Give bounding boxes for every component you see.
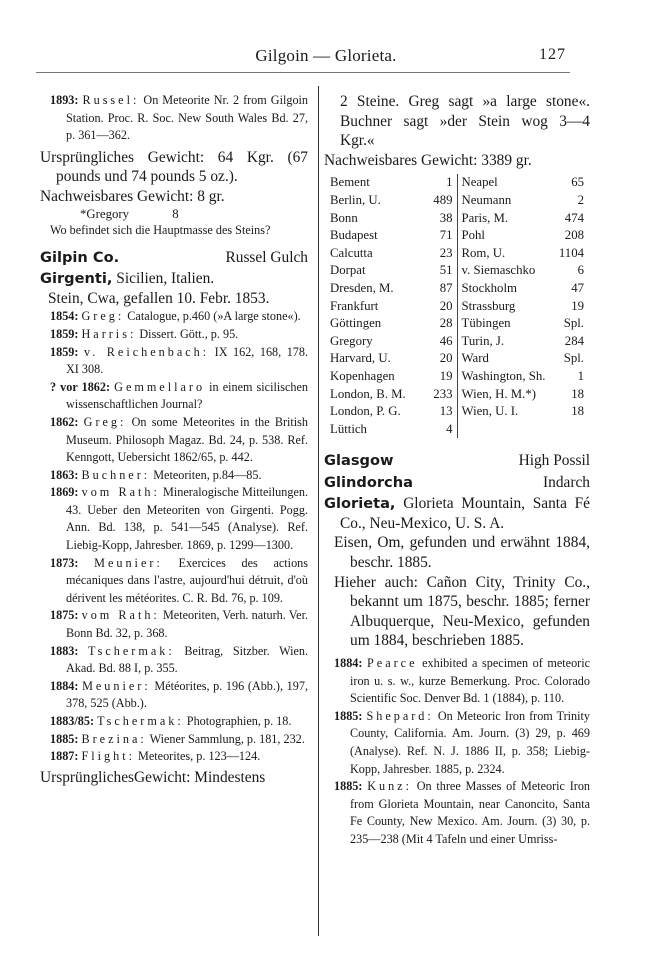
ref-author: Gemmellaro [114, 379, 206, 394]
entry-glasgow [324, 450, 590, 472]
ref-text: Meteoriten, Verh. naturh. Ver. Bonn Bd. 32, p. 368. [66, 608, 309, 641]
collection-entry [330, 333, 453, 351]
reference-entry [40, 326, 308, 344]
ref-author: Tschermak: [97, 714, 184, 728]
collection-value: 4 [446, 421, 453, 436]
ref-year: 1854: [50, 309, 79, 324]
collection-entry [462, 192, 585, 210]
reference-entry [40, 379, 308, 414]
collection-value: 208 [564, 228, 584, 243]
ref-author: Kunz: [367, 779, 412, 794]
collection-entry [330, 298, 453, 316]
ref-text: On Meteoric Iron from Trinity County, California. Am. Journ. (3) 29, p. 469 (Analyse). Ref. N. J. 1886 II, p. 358; Liebig-Kopp, Jahresber. 1885, p. 2324. [350, 708, 591, 776]
collection-value: 18 [571, 404, 584, 419]
ref-year: 1859: [50, 326, 79, 341]
entry-description: Eisen, Om, gefunden und erwähnt 1884, beschr. 1885. [334, 534, 590, 572]
entry-heading: Gilpin Co. [40, 249, 120, 267]
ref-author: vom Rath: [81, 608, 160, 623]
collection-entry [330, 174, 453, 192]
entry-glorieta [324, 494, 590, 533]
collection-entry [330, 227, 453, 245]
entry-place: Sicilien, Italien. [116, 270, 215, 288]
collection-name: Budapest [330, 228, 378, 243]
cross-reference: Russel Gulch [225, 249, 308, 267]
collection-entry [330, 262, 453, 280]
entry-gilpin [40, 247, 308, 269]
collection-entry [462, 315, 585, 333]
collection-value: 51 [439, 263, 453, 278]
collection-value: 23 [439, 245, 453, 260]
collection-value: 87 [439, 280, 453, 295]
collection-name: v. Siemaschko [461, 263, 536, 278]
collection-entry [330, 386, 453, 404]
related-finds-note: Hieher auch: Cañon City, Trinity Co., bekannt um 1875, beschr. 1885; ferner Albuquerque, Neu-Mexico, gefunden um 1884, beschrieben 1885. [334, 573, 590, 650]
collection-value: 8 [172, 206, 179, 221]
collection-value: 20 [439, 351, 453, 366]
entry-place: Glorieta Mountain, Santa Fé Co., Neu-Mexico, U. S. A. [340, 495, 590, 532]
collection-entry [40, 207, 308, 222]
ref-text: On some Meteorites in the British Museum. Philosoph Magaz. Bd. 24, p. 538. Ref. Kenngott, Uebersicht 1862/65, p. 442. [66, 414, 308, 465]
reference-entry [40, 713, 308, 731]
ref-text: Photographien, p. 18. [186, 714, 292, 728]
collection-value: 1 [577, 368, 584, 383]
entry-girgenti [40, 269, 308, 289]
ref-author: Shepard: [366, 708, 434, 723]
collection-value: 46 [439, 333, 453, 348]
collection-name: Washington, Sh. [461, 368, 546, 383]
ref-author: Meunier: [94, 555, 163, 570]
reference-entry [40, 643, 308, 678]
collection-name: Calcutta [330, 245, 373, 260]
collection-name: Wien, U. I. [461, 404, 519, 419]
collection-entry [462, 262, 585, 280]
collection-entry [462, 368, 585, 386]
ref-author: Flight: [81, 749, 135, 764]
collection-name: London, B. M. [330, 386, 406, 401]
ref-year: 1873: [50, 555, 79, 570]
ref-year: ? vor 1862: [50, 379, 111, 394]
entry-glindorcha [324, 472, 590, 494]
ref-text: Meteorites, p. 123—124. [138, 749, 261, 764]
ref-year: 1869: [50, 485, 79, 500]
ref-author: Greg: [83, 414, 127, 429]
ref-text: On Meteorite Nr. 2 from Gilgoin Station. Proc. R. Soc. New South Wales Bd. 27, p. 361—362. [66, 93, 309, 143]
ref-author: v. Reichenbach: [83, 344, 210, 359]
ref-text: exhibited a specimen of meteoric iron u. s. w., kurze Bemerkung. Proc. Colorado Scientific Soc. Denver Bd. 1 (1884), p. 110. [350, 656, 591, 706]
collection-value: 13 [439, 404, 453, 419]
ref-author: Harris: [81, 326, 137, 341]
collection-value: 474 [564, 210, 584, 225]
ref-year: 1862: [50, 414, 79, 429]
original-weight-continued: UrsprünglichesGewicht: Mindestens [40, 768, 266, 786]
ref-year: 1885: [334, 708, 363, 723]
ref-text: Meteoriten, p.84—85. [153, 467, 262, 482]
ref-text: Météorites, p. 196 (Abb.), 197, 378, 525 (Abb.). [66, 678, 308, 711]
collection-name: Pohl [461, 228, 485, 243]
ref-year: 1884: [334, 656, 363, 671]
ref-text: Wiener Sammlung, p. 181, 232. [149, 731, 305, 746]
ref-author: Buchner: [81, 467, 151, 482]
collection-value: 38 [439, 210, 453, 225]
collection-name: Ward [461, 351, 489, 366]
collection-value: 65 [571, 175, 584, 190]
ref-author: Greg: [81, 309, 125, 324]
collection-name: Neumann [461, 192, 512, 207]
collection-name: London, P. G. [330, 404, 401, 419]
collection-value: 2 [577, 192, 584, 207]
ref-text: Catalogue, p.460 (»A large stone«). [127, 309, 301, 324]
reference-entry [40, 555, 308, 608]
header-rule [36, 72, 570, 73]
cross-reference: High Possil [518, 452, 590, 470]
collection-name: Gregory [330, 333, 373, 348]
left-column [40, 92, 308, 787]
ref-author: Brezina: [81, 731, 147, 746]
ref-text: Beitrag, Sitzber. Wien. Akad. Bd. 88 I, p. 355. [66, 643, 309, 676]
collection-entry [462, 333, 585, 351]
stones-note: 2 Steine. Greg sagt »a large stone«. Buchner sagt »der Stein wog 3—4 Kgr.« [340, 93, 590, 150]
collection-name: Wien, H. M.*) [461, 386, 536, 401]
collection-name: Bonn [330, 210, 358, 225]
collection-name: Dresden, M. [330, 280, 394, 295]
collection-entry [330, 368, 453, 386]
collection-name: Tübingen [461, 316, 511, 331]
proven-weight: Nachweisbares Gewicht: 3389 gr. [324, 151, 532, 169]
collection-entry [462, 386, 585, 404]
ref-year: 1887: [50, 749, 79, 764]
collection-entry [330, 315, 453, 333]
reference-list [324, 655, 590, 849]
cross-reference: Indarch [543, 474, 590, 492]
ref-year: 1885: [334, 779, 363, 794]
collection-entry [330, 210, 453, 228]
collection-name: Bement [330, 175, 370, 190]
reference-entry [40, 748, 308, 766]
collection-value: 6 [577, 263, 584, 278]
collection-value: 20 [439, 298, 453, 313]
collection-name: Lüttich [330, 421, 367, 436]
collection-entry [462, 245, 585, 263]
right-column [324, 92, 590, 849]
reference-entry [40, 678, 308, 713]
reference-entry [324, 778, 590, 848]
ref-author: Tschermak: [88, 643, 175, 658]
ref-author: vom Rath: [81, 485, 160, 500]
collection-name: Dorpat [330, 263, 366, 278]
entry-heading: Glorieta, [324, 495, 396, 513]
collection-name: Göttingen [330, 316, 382, 331]
collections-column-right [458, 174, 591, 438]
collection-value: Spl. [563, 316, 584, 331]
entry-heading: Glasgow [324, 452, 394, 470]
ref-text: in einem sicilischen wissenschaftlichen Journal? [66, 379, 308, 412]
collection-name: Turin, J. [461, 333, 505, 348]
collection-entry [462, 210, 585, 228]
reference-entry [40, 344, 308, 379]
reference-entry [40, 92, 308, 145]
ref-text: Exercices des actions mécaniques dans l'astre, aujourd'hui détruit, d'où dérivent les météorites. C. R. Bd. 76, p. 109. [66, 555, 308, 605]
proven-weight: Nachweisbares Gewicht: 8 gr. [40, 187, 225, 205]
entry-description: Stein, Cwa, gefallen 10. Febr. 1853. [48, 289, 270, 307]
collection-name: Frankfurt [330, 298, 379, 313]
reference-entry [40, 484, 308, 554]
collection-value: 71 [439, 228, 453, 243]
collection-name: Strassburg [461, 298, 516, 313]
collection-entry [330, 421, 453, 439]
collection-value: 19 [571, 298, 584, 313]
collection-name: Rom, U. [461, 245, 506, 260]
ref-text: IX 162, 168, 178. XI 308. [66, 344, 309, 377]
collection-entry [330, 350, 453, 368]
ref-year: 1893: [50, 93, 79, 107]
reference-entry [40, 308, 308, 326]
ref-year: 1883/85: [50, 714, 95, 728]
ref-author: Russel: [82, 93, 140, 107]
reference-entry [324, 655, 590, 708]
reference-entry [40, 414, 308, 467]
ref-year: 1884: [50, 678, 79, 693]
reference-entry [40, 607, 308, 642]
collection-name: Stockholm [461, 280, 517, 295]
entry-heading: Girgenti, [40, 270, 113, 288]
collection-value: 28 [439, 316, 453, 331]
ref-text: On three Masses of Meteoric Iron from Glorieta Mountain, near Canoncito, Santa Fe County, New Mexico. Am. Journ. (3) 30, p. 235—238 (Mit 4 Tafeln und einer Umriss- [350, 779, 591, 846]
collection-entry [462, 350, 585, 368]
collection-name: Kopenhagen [330, 368, 395, 383]
reference-entry [324, 708, 590, 778]
collection-entry [462, 227, 585, 245]
reference-entry [40, 467, 308, 485]
reference-entry [40, 731, 308, 749]
collection-entry [330, 280, 453, 298]
running-header [0, 0, 652, 72]
column-divider [318, 86, 319, 936]
collection-name: Harvard, U. [330, 351, 391, 366]
ref-text: Mineralogische Mitteilungen. 43. Ueber den Meteoriten von Girgenti. Pogg. Ann. Bd. 138, p. 541—545 (Analyse). Ref. Liebig-Kopp, Jahresber. 1869, p. 1299—1300. [66, 485, 309, 553]
entry-heading: Glindorcha [324, 474, 413, 492]
collection-entry [462, 403, 585, 421]
ref-year: 1859: [50, 344, 79, 359]
collection-name: Neapel [461, 175, 498, 190]
question-note: Wo befindet sich die Hauptmasse des Steins? [50, 222, 271, 237]
ref-year: 1863: [50, 467, 79, 482]
reference-list [40, 308, 308, 765]
collection-name: Paris, M. [461, 210, 509, 225]
collections-column-left [324, 174, 458, 438]
ref-author: Meunier: [82, 678, 151, 693]
original-weight: Ursprüngliches Gewicht: 64 Kgr. (67 pounds und 74 pounds 5 oz.). [40, 148, 308, 186]
collection-entry [330, 192, 453, 210]
collection-entry [330, 245, 453, 263]
collection-value: 1104 [558, 245, 584, 260]
collection-value: 284 [564, 333, 584, 348]
ref-year: 1883: [50, 643, 79, 658]
collection-entry [462, 174, 585, 192]
ref-text: Dissert. Gött., p. 95. [139, 326, 239, 341]
collection-name: Berlin, U. [330, 192, 381, 207]
ref-author: Pearce [367, 656, 418, 671]
collection-value: 47 [571, 280, 584, 295]
collection-value: 489 [433, 192, 453, 207]
collection-entry [462, 298, 585, 316]
collection-value: Spl. [563, 351, 584, 366]
ref-year: 1885: [50, 731, 79, 746]
collection-value: 19 [439, 368, 453, 383]
ref-year: 1875: [50, 608, 79, 623]
header-title: Gilgoin — Glorieta. [255, 46, 397, 65]
collections-table [324, 174, 590, 438]
page-number: 127 [539, 46, 566, 63]
collection-entry [462, 280, 585, 298]
collection-name: *Gregory [80, 206, 130, 221]
collection-entry [330, 403, 453, 421]
collection-value: 18 [571, 386, 584, 401]
collection-value: 1 [446, 175, 453, 190]
collection-value: 233 [433, 386, 453, 401]
